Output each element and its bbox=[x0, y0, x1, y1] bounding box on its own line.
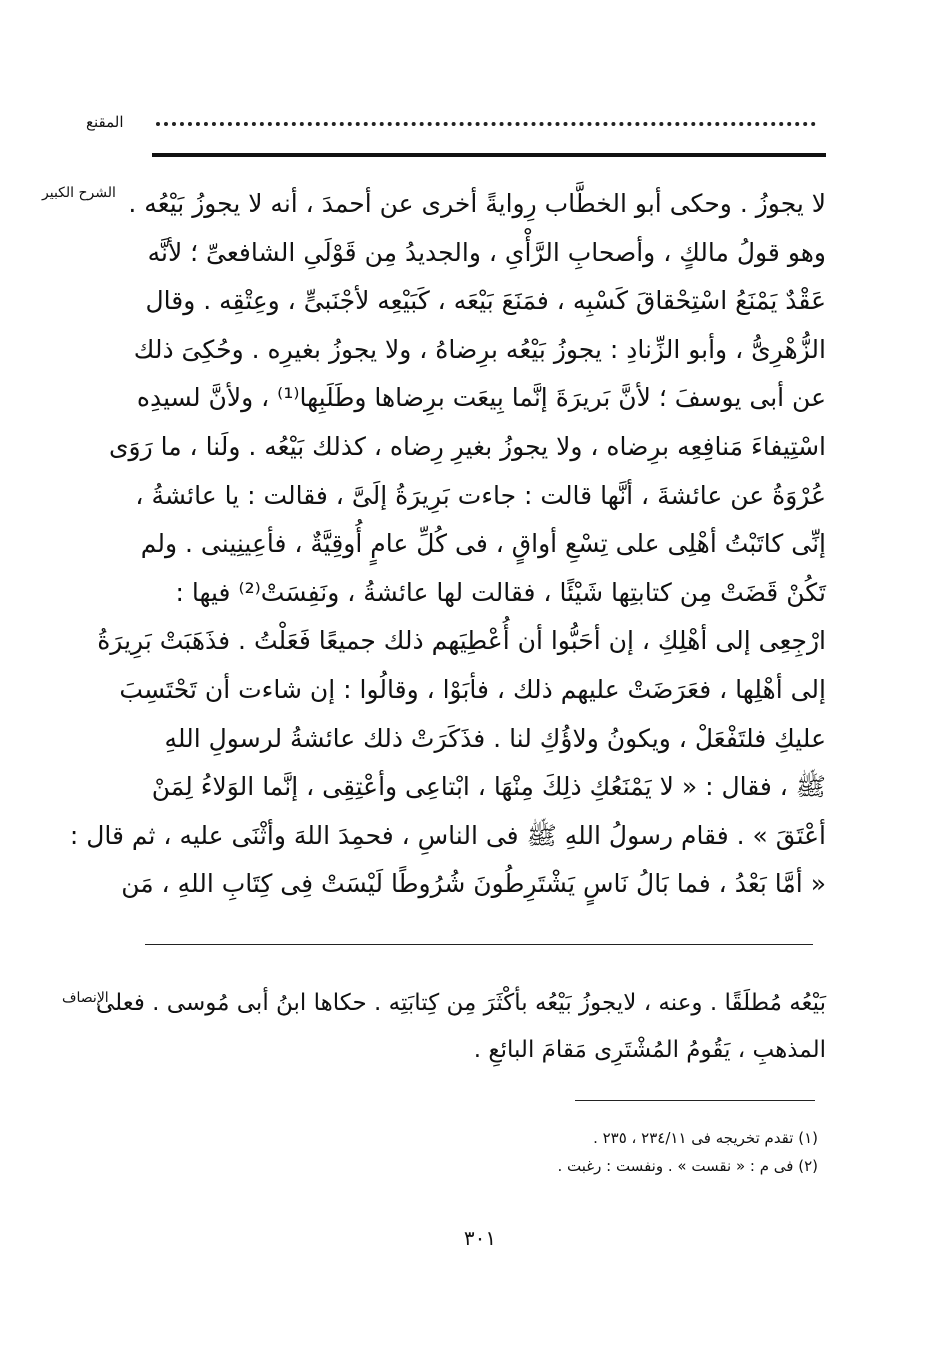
text-line: ارْجِعِى إلى أهْلِكِ ، إن أحَبُّوا أن أُعْطِيَهم ذلك جميعًا فَعَلْتُ . فذَهَبَتْ بَرِيرَةُ bbox=[97, 626, 826, 656]
text-line: وهو قولُ مالكٍ ، وأصحابِ الرَّأْىِ ، والجديدُ مِن قَوْلَىِ الشافعىِّ ؛ لأنَّه bbox=[147, 237, 826, 267]
side-label-insaf: الإنصاف bbox=[62, 990, 109, 1006]
header-rule bbox=[152, 153, 826, 157]
page-header bbox=[150, 108, 830, 138]
text-line: بَيْعُه مُطلَقًا . وعنه ، لايجوزُ بَيْعُه بأكْثَرَ مِن كِتابَتِه . حكاها ابنُ أبى مُوسى . فعلى bbox=[95, 990, 826, 1016]
text-line: اسْتِيفاءَ مَنافِعِه برِضاه ، ولا يجوزُ بغيرِ رِضاه ، كذلك بَيْعُه . ولَنا ، ما رَوَى bbox=[108, 431, 826, 461]
text-line: عليكِ فلتَفْعَلْ ، ويكونُ ولاؤُكِ لنا . فذَكَرَتْ ذلك عائشةُ لرسولِ اللهِ bbox=[164, 723, 826, 753]
text-line: الزُّهْرِىُّ ، وأبو الزِّنادِ : يجوزُ بَيْعُه برِضاهُ ، ولا يجوزُ بغيرِه . وحُكِىَ ذلك bbox=[133, 334, 826, 364]
text-line: عَقْدٌ يَمْنَعُ اسْتِحْقاقَ كَسْبِه ، فمَنَعَ بَيْعَه ، كَبَيْعِه لأجْنَبىٍّ ، وعِتْقِه . وقال bbox=[145, 286, 826, 316]
header-dotted-rule bbox=[156, 116, 816, 126]
text-line: تَكُنْ قَضَتْ مِن كتابتِها شَيْئًا ، فقالت لها عائشةُ ، ونَفِسَتْ⁽²⁾ فيها : bbox=[175, 577, 826, 607]
text-line: إلى أهْلِها ، فعَرَضَتْ عليهم ذلك ، فأبَوْا ، وقالُوا : إن شاءت أن تَحْتَسِبَ bbox=[119, 674, 826, 704]
text-line: عُرْوَةُ عن عائشةَ ، أنَّها قالت : جاءت بَرِيرَةُ إلَىَّ ، فقالت : يا عائشةُ ، bbox=[135, 480, 826, 510]
text-line: أعْتَقَ » . فقام رسولُ اللهِ ﷺ فى الناسِ ، فحمِدَ اللهَ وأثْنَى عليه ، ثم قال : bbox=[69, 820, 826, 850]
footnote: (٢) فى م : « نقست » . ونفست : رغبت . bbox=[557, 1157, 818, 1175]
text-line: لا يجوزُ . وحكى أبو الخطَّاب رِوايةً أخرى عن أحمدَ ، أنه لا يجوزُ بَيْعُه . bbox=[128, 189, 826, 218]
page-number: ٣٠١ bbox=[463, 1226, 497, 1250]
text-line: إنِّى كاتَبْتُ أهْلِى على تِسْعِ أواقٍ ، فى كُلِّ عامٍ أُوقِيَّةٌ ، فأعِينِينى . ولم bbox=[140, 529, 826, 559]
side-label-sharh: الشرح الكبير bbox=[42, 185, 116, 201]
footnote-divider bbox=[575, 1100, 815, 1101]
section-divider bbox=[145, 944, 813, 945]
text-line: ﷺ ، فقال : « لا يَمْنَعُكِ ذلِكَ مِنْهَا ، ابْتاعِى وأعْتِقِى ، إنَّما الوَلاءُ لِمَنْ bbox=[151, 772, 826, 802]
footnotes bbox=[400, 1124, 818, 1180]
footnote: (١) تقدم تخريجه فى ٢٣٤/١١ ، ٢٣٥ . bbox=[593, 1129, 818, 1147]
text-line: عن أبى يوسفَ ؛ لأنَّ بَريرَةَ إنَّما بِيعَت برِضاها وطَلَبِها⁽¹⁾ ، ولأنَّ لسيدِه bbox=[136, 383, 826, 413]
text-line: المذهبِ ، يَقُومُ المُشْتَرِى مَقامَ البائعِ . bbox=[473, 1037, 826, 1063]
running-title: المقنع bbox=[86, 113, 124, 131]
text-line: « أمَّا بَعْدُ ، فما بَالُ نَاسٍ يَشْتَرِطُونَ شُرُوطًا لَيْسَتْ فِى كِتَابِ اللهِ ، مَن bbox=[121, 869, 826, 899]
insaf-text-block bbox=[95, 980, 826, 1074]
